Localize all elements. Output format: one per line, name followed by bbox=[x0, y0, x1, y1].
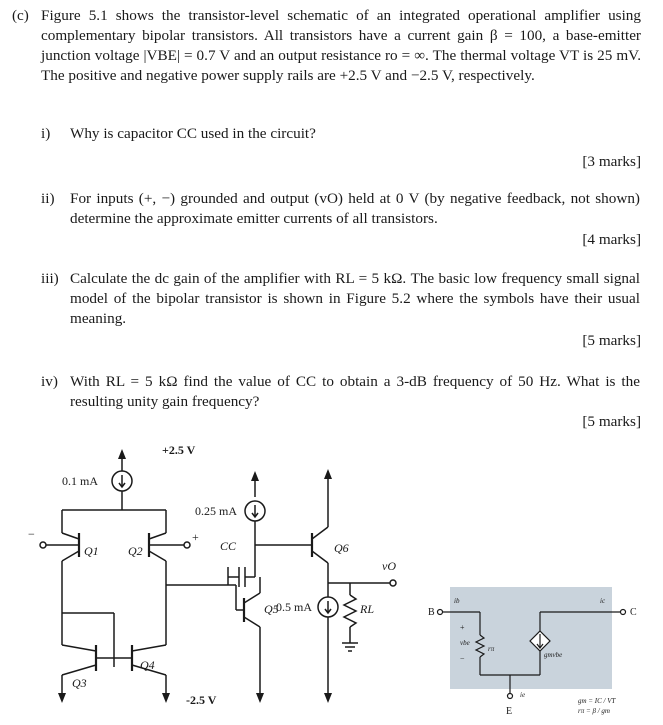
question-number: iii) bbox=[41, 270, 59, 287]
marks-label: [5 marks] bbox=[582, 332, 641, 349]
marks-label: [5 marks] bbox=[582, 413, 641, 430]
vbe-label: vbe bbox=[460, 639, 470, 647]
plus-input-label: + bbox=[192, 530, 199, 544]
q6-label: Q6 bbox=[334, 541, 349, 555]
rpi-equation: rπ = β / gm bbox=[578, 707, 610, 715]
i1-label: 0.1 mA bbox=[62, 474, 98, 488]
i3-label: 0.5 mA bbox=[276, 600, 312, 614]
q4-label: Q4 bbox=[140, 658, 155, 672]
question-number: ii) bbox=[41, 190, 55, 207]
b-terminal-label: B bbox=[428, 607, 435, 618]
vo-label: vO bbox=[382, 559, 396, 573]
cc-label: CC bbox=[220, 539, 237, 553]
marks-label: [4 marks] bbox=[582, 231, 641, 248]
vpos-label: +2.5 V bbox=[162, 443, 196, 457]
rpi-label: rπ bbox=[488, 645, 495, 653]
opamp-schematic bbox=[0, 435, 420, 725]
vbe-plus-label: + bbox=[460, 623, 465, 632]
q3-label: Q3 bbox=[72, 676, 87, 690]
model-background bbox=[450, 587, 612, 689]
q5-label: Q5 bbox=[264, 602, 279, 616]
question-text: With RL = 5 kΩ find the value of CC to obtain a 3-dB frequency of 50 Hz. What is the resulting unity gain frequency? bbox=[70, 373, 640, 410]
intro-paragraph: Figure 5.1 shows the transistor-level schematic of an integrated operational amplifier using complementary bipolar transistors. All transistors have a current gain β = 100, a base-emitter junction voltage |VBE| = 0.7 V and an output resistance ro = ∞. The thermal voltage VT is 25 mV. The positive and negative power supply rails are +2.5 V and −2.5 V, respectively. bbox=[41, 7, 641, 84]
vbe-minus-label: − bbox=[460, 654, 465, 663]
part-label: (c) bbox=[12, 7, 29, 24]
question-number: iv) bbox=[41, 373, 58, 390]
question-number: i) bbox=[41, 125, 51, 142]
gm-equation: gm = IC / VT bbox=[578, 697, 616, 705]
small-signal-model bbox=[420, 575, 663, 725]
vneg-label: -2.5 V bbox=[186, 693, 217, 707]
c-terminal-label: C bbox=[630, 607, 637, 618]
e-terminal-label: E bbox=[506, 706, 513, 717]
rl-label: RL bbox=[360, 602, 375, 616]
gm-source-label: gmvbe bbox=[544, 651, 563, 659]
ie-label: ie bbox=[520, 691, 526, 699]
marks-label: [3 marks] bbox=[582, 153, 641, 170]
q1-label: Q1 bbox=[84, 544, 99, 558]
ic-label: ic bbox=[600, 597, 606, 605]
ib-label: ib bbox=[454, 597, 460, 605]
question-text: For inputs (+, −) grounded and output (vO) held at 0 V (by negative feedback, not shown) determine the approximate emitter currents of all transistors. bbox=[70, 190, 640, 227]
question-text: Calculate the dc gain of the amplifier with RL = 5 kΩ. The basic low frequency small signal model of the bipolar transistor is shown in Figure 5.2 where the symbols have their usual meaning. bbox=[70, 270, 640, 327]
minus-input-label: − bbox=[28, 527, 35, 541]
i2-label: 0.25 mA bbox=[195, 504, 237, 518]
question-text: Why is capacitor CC used in the circuit? bbox=[70, 125, 316, 142]
q2-label: Q2 bbox=[128, 544, 143, 558]
